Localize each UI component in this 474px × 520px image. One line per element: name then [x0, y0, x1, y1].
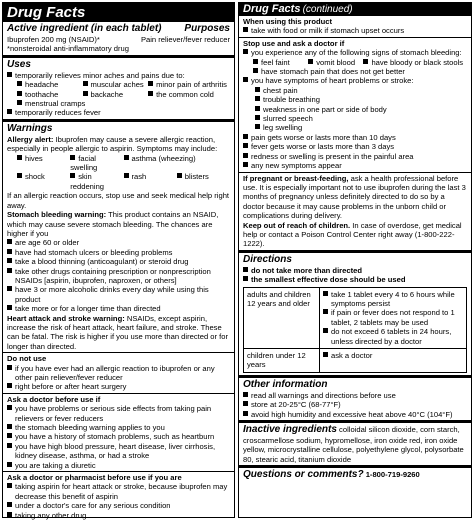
do-not-use-heading: Do not use — [7, 354, 47, 364]
uses-item: muscular aches — [90, 80, 144, 90]
uses-last: temporarily reduces fever — [15, 108, 101, 118]
bleeding-signs-list — [243, 58, 467, 77]
uses-item: toothache — [25, 89, 59, 99]
bullet-icon — [243, 411, 248, 416]
list-item: you have problems or serious side effects from taking pain relievers or fever reducers — [7, 404, 230, 423]
list-item: do not exceed 6 tablets in 24 hours, unless directed by a doctor — [323, 327, 463, 346]
bullet-icon — [7, 286, 12, 291]
bullet-icon — [255, 87, 260, 92]
symptom-item: facial swelling — [70, 153, 98, 173]
uses-item: the common cold — [156, 89, 214, 99]
drug-facts-title: Drug Facts — [7, 4, 86, 21]
list-item: have had stomach ulcers or bleeding problems — [7, 248, 230, 257]
bullet-icon — [177, 173, 182, 178]
active-ingredient-section — [3, 22, 234, 55]
uses-list — [7, 80, 230, 108]
do-not-use-section — [3, 352, 234, 393]
inactive-ingredients-heading: Inactive ingredients — [243, 424, 337, 436]
ask-doctor-section — [3, 393, 234, 471]
list-item: under a doctor's care for any serious condition — [7, 501, 230, 510]
uses-item: backache — [90, 89, 124, 99]
list-item: taking any other drug — [7, 511, 230, 520]
questions-heading: Questions or comments? — [243, 469, 364, 481]
bullet-icon — [7, 483, 12, 488]
allergy-symptoms-list — [7, 154, 230, 192]
bullet-icon — [243, 77, 248, 82]
stomach-bleeding-text: This product contains an NSAID, which may cause severe stomach bleeding. The chances are higher if you — [7, 210, 219, 238]
dosage-age-group: children under 12 years — [244, 349, 320, 372]
bullet-icon — [323, 291, 328, 296]
bullet-icon — [7, 424, 12, 429]
list-item: chest pain — [255, 86, 467, 95]
bullet-icon — [70, 155, 75, 160]
bullet-icon — [255, 106, 260, 111]
pregnancy-label: If pregnant or breast-feeding, — [243, 173, 349, 183]
bullet-icon — [7, 405, 12, 410]
bullet-icon — [243, 134, 248, 139]
bullet-icon — [243, 49, 248, 54]
uses-intro: temporarily relieves minor aches and pains due to: — [15, 70, 185, 80]
ingredient-row — [7, 35, 230, 44]
table-row — [244, 348, 466, 372]
list-item: redness or swelling is present in the painful area — [243, 152, 467, 161]
bullet-icon — [124, 155, 129, 160]
allergy-after-text: If an allergic reaction occurs, stop use and seek medical help right away. — [7, 191, 230, 210]
purposes-heading: Purposes — [184, 23, 230, 34]
bullet-icon — [7, 72, 12, 77]
stop-use-heading: Stop use and ask a doctor if — [243, 38, 345, 48]
inactive-ingredients-text: colloidal silicon dioxide, corn starch, croscarmellose sodium, hypromellose, iron oxide red, iron oxide yellow, microcrystalline cellulose, polyethylene glycol, polysorbate 80, stearic acid, titanium dioxide — [243, 425, 464, 464]
symptom-item: rash — [131, 172, 147, 182]
ask-pharmacist-section — [3, 471, 234, 520]
bullet-icon — [7, 249, 12, 254]
bullet-icon — [255, 115, 260, 120]
list-item: trouble breathing — [255, 95, 467, 104]
ingredient-text: Ibuprofen 200 mg (NSAID)* — [7, 35, 100, 44]
bullet-icon — [7, 462, 12, 467]
bullet-icon — [7, 109, 12, 114]
list-item: if pain or fever does not respond to 1 tablet, 2 tablets may be used — [323, 308, 463, 327]
table-row — [244, 288, 466, 348]
bullet-icon — [17, 81, 22, 86]
list-item: you have a history of stomach problems, such as heartburn — [7, 432, 230, 441]
drug-facts-right-column — [238, 2, 472, 518]
directions-heading: Directions — [243, 253, 292, 265]
bullet-icon — [253, 68, 258, 73]
bullet-icon — [308, 59, 313, 64]
stomach-bleeding-label: Stomach bleeding warning: — [7, 210, 107, 220]
sign-item: have stomach pain that does not get better — [261, 67, 405, 77]
active-ingredient-heading: Active ingredient (in each tablet) — [7, 23, 162, 34]
bullet-icon — [7, 433, 12, 438]
bullet-icon — [17, 100, 22, 105]
directions-section — [239, 250, 471, 375]
list-item: take more or for a longer time than directed — [7, 304, 230, 313]
other-information-section — [239, 375, 471, 420]
allergy-alert-text: Ibuprofen may cause a severe allergic reaction, especially in people allergic to aspirin. Symptoms may include: — [7, 134, 218, 154]
bullet-icon — [83, 91, 88, 96]
list-item: weakness in one part or side of body — [255, 105, 467, 114]
list-item: take with food or milk if stomach upset occurs — [243, 26, 467, 35]
stop-use-intro: you experience any of the following signs of stomach bleeding: — [251, 48, 462, 58]
uses-section — [3, 55, 234, 119]
bullet-icon — [7, 383, 12, 388]
list-item: right before or after heart surgery — [7, 382, 230, 391]
bullet-icon — [7, 305, 12, 310]
bullet-icon — [243, 276, 248, 281]
drug-facts-continued-header — [239, 3, 471, 16]
sign-item: vomit blood — [316, 57, 356, 67]
bullet-icon — [7, 512, 12, 517]
uses-item: menstrual cramps — [25, 99, 86, 109]
uses-heading: Uses — [7, 58, 31, 70]
bullet-icon — [7, 443, 12, 448]
heart-warning-label: Heart attack and stroke warning: — [7, 313, 125, 323]
list-item: take other drugs containing prescription or nonprescription NSAIDs [aspirin, ibuprofen, naproxen, or others] — [7, 267, 230, 286]
ask-doctor-heading: Ask a doctor before use if — [7, 394, 101, 404]
keep-out-text: In case of overdose, get medical help or contact a Poison Control Center right away (1-800-222-1222). — [243, 220, 462, 249]
pregnancy-section — [239, 172, 471, 250]
list-item: fever gets worse or lasts more than 3 days — [243, 142, 467, 151]
bullet-icon — [323, 352, 328, 357]
stop-use-section — [239, 37, 471, 172]
symptom-item: skin reddening — [70, 172, 105, 191]
list-item: avoid high humidity and excessive heat above 40°C (104°F) — [243, 410, 467, 419]
allergy-alert-label: Allergy alert: — [7, 134, 54, 144]
bullet-icon — [7, 239, 12, 244]
sign-item: feel faint — [261, 57, 290, 67]
list-item: you are taking a diuretic — [7, 461, 230, 470]
bullet-icon — [17, 155, 22, 160]
when-using-section — [239, 16, 471, 37]
list-item: take a blood thinning (anticoagulant) or steroid drug — [7, 257, 230, 266]
keep-out-label: Keep out of reach of children. — [243, 220, 351, 230]
bullet-icon — [124, 173, 129, 178]
list-item: pain gets worse or lasts more than 10 days — [243, 133, 467, 142]
drug-facts-header — [3, 3, 234, 22]
bullet-icon — [363, 59, 368, 64]
symptom-item: hives — [25, 153, 43, 163]
drug-facts-title: Drug Facts — [243, 3, 301, 15]
directions-line-2: the smallest effective dose should be used — [251, 275, 406, 285]
list-item: the stomach bleeding warning applies to you — [7, 423, 230, 432]
questions-section — [239, 465, 471, 482]
heart-warning-text: NSAIDs, except aspirin, increase the risk of heart attack, heart failure, and stroke. These can be fatal. The risk is higher if you use more than directed or for longer than directed. — [7, 313, 229, 351]
bullet-icon — [7, 258, 12, 263]
bullet-icon — [243, 401, 248, 406]
bullet-icon — [243, 392, 248, 397]
bullet-icon — [323, 309, 328, 314]
uses-item: minor pain of arthritis — [156, 80, 227, 90]
heart-symptoms-list — [243, 86, 467, 133]
symptom-item: blisters — [184, 172, 209, 182]
bullet-icon — [243, 153, 248, 158]
continued-label: (continued) — [302, 4, 353, 15]
bullet-icon — [323, 328, 328, 333]
list-item: ask a doctor — [323, 351, 463, 360]
bullet-icon — [7, 365, 12, 370]
pregnancy-text: ask a health professional before use. It is especially important not to use ibuprofen during the last 3 months of pregnancy unless definitely directed to do so by a doctor because it may cause problems in the unborn child or complications during delivery. — [243, 173, 466, 221]
heart-symptoms-intro: you have symptoms of heart problems or stroke: — [251, 76, 414, 86]
list-item: taking aspirin for heart attack or stroke, because ibuprofen may decrease this benefit of aspirin — [7, 482, 230, 501]
drug-facts-left-column — [2, 2, 235, 518]
bullet-icon — [17, 91, 22, 96]
purpose-text: Pain reliever/fever reducer — [140, 35, 230, 44]
nsaid-note: *nonsteroidal anti-inflammatory drug — [7, 44, 129, 54]
bullet-icon — [255, 96, 260, 101]
dosage-age-group: adults and children 12 years and older — [244, 288, 320, 348]
bullet-icon — [148, 81, 153, 86]
bullet-icon — [7, 502, 12, 507]
directions-line-1: do not take more than directed — [251, 265, 362, 275]
uses-item: headache — [25, 80, 59, 90]
sign-item: have bloody or black stools — [371, 57, 464, 67]
list-item: slurred speech — [255, 114, 467, 123]
list-item: store at 20-25°C (68-77°F) — [243, 400, 467, 409]
dosage-table — [243, 287, 467, 373]
list-item: take 1 tablet every 4 to 6 hours while symptoms persist — [323, 290, 463, 309]
bullet-icon — [243, 27, 248, 32]
bullet-icon — [83, 81, 88, 86]
ask-pharmacist-heading: Ask a doctor or pharmacist before use if you are — [7, 473, 182, 483]
bullet-icon — [253, 59, 258, 64]
list-item: you have high blood pressure, heart disease, liver cirrhosis, kidney disease, asthma, or had a stroke — [7, 442, 230, 461]
inactive-ingredients-section — [239, 420, 471, 465]
bullet-icon — [255, 124, 260, 129]
symptom-item: shock — [25, 172, 45, 182]
bullet-icon — [7, 268, 12, 273]
warnings-heading: Warnings — [7, 122, 53, 134]
symptom-item: asthma (wheezing) — [131, 153, 196, 163]
list-item: have 3 or more alcoholic drinks every day while using this product — [7, 285, 230, 304]
list-item: leg swelling — [255, 123, 467, 132]
list-item: if you have ever had an allergic reaction to ibuprofen or any other pain reliever/fever reducer — [7, 364, 230, 383]
other-information-heading: Other information — [243, 378, 328, 390]
bullet-icon — [17, 173, 22, 178]
bullet-icon — [148, 91, 153, 96]
list-item: any new symptoms appear — [243, 161, 467, 170]
bullet-icon — [243, 267, 248, 272]
warnings-section — [3, 119, 234, 352]
bullet-icon — [243, 162, 248, 167]
questions-phone: 1-800-719-9260 — [365, 470, 420, 480]
bullet-icon — [243, 143, 248, 148]
bullet-icon — [70, 173, 75, 178]
list-item: read all warnings and directions before use — [243, 391, 467, 400]
when-using-heading: When using this product — [243, 17, 333, 26]
list-item: are age 60 or older — [7, 238, 230, 247]
